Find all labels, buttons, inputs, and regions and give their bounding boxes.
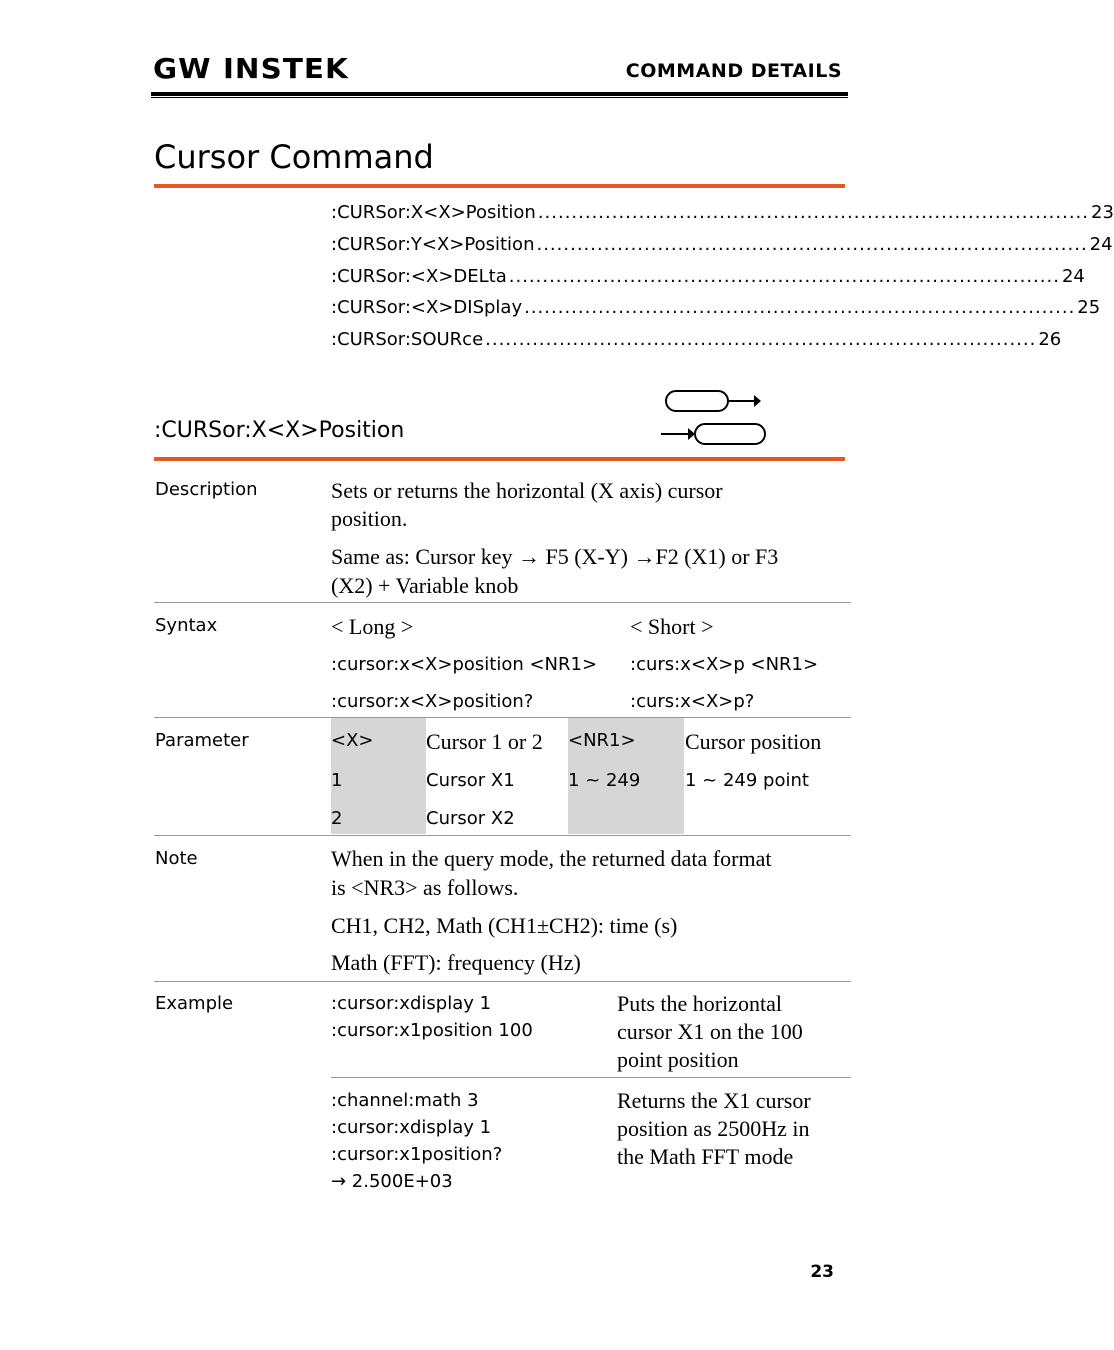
param-desc: 1 ~ 249 point [685,770,809,791]
note-line: When in the query mode, the returned data format [331,846,772,871]
note-line: Math (FFT): frequency (Hz) [331,950,581,975]
toc-title: :CURSor:<X>DELta [331,266,507,287]
toc-entry[interactable] [331,266,1085,292]
syntax-long-set: :cursor:x<X>position <NR1> [331,654,598,675]
parameter-label: Parameter [155,730,249,751]
note-label: Note [155,848,198,869]
toc-page: 24 [1061,266,1085,287]
row-divider [154,835,851,836]
command-rule [154,457,845,461]
page-title: Cursor Command [154,138,434,176]
param-key: <NR1> [568,730,636,751]
note-line: CH1, CH2, Math (CH1±CH2): time (s) [331,913,678,938]
toc-entry[interactable] [331,202,1114,228]
param-key: 2 [331,808,343,829]
param-key: <X> [331,730,374,751]
param-desc: Cursor X2 [426,808,515,829]
command-heading: :CURSor:X<X>Position [154,418,405,443]
example-desc-line: position as 2500Hz in [617,1116,810,1141]
toc-title: :CURSor:<X>DISplay [331,297,523,318]
example-desc-line: point position [617,1047,739,1072]
row-divider [154,717,851,718]
toc-entry[interactable] [331,297,1101,323]
param-desc: Cursor position [685,729,822,754]
header-rule [151,92,848,96]
toc-entry[interactable] [331,329,1062,355]
header-rule-thin [151,97,848,98]
example-desc-line: Puts the horizontal [617,991,782,1016]
example-code-line: :cursor:xdisplay 1 [331,1117,492,1138]
set-command-icon [662,388,762,416]
example-code-line: :cursor:xdisplay 1 [331,993,492,1014]
syntax-label: Syntax [155,615,218,636]
example-desc-line: cursor X1 on the 100 [617,1019,803,1044]
param-key: 1 ~ 249 [568,770,641,791]
syntax-short-header: < Short > [630,614,714,639]
toc-page: 23 [1091,202,1114,223]
syntax-short-query: :curs:x<X>p? [630,691,755,712]
example-code-line: :cursor:x1position? [331,1144,503,1165]
toc-page: 24 [1089,234,1113,255]
toc-title: :CURSor:SOURce [331,329,484,350]
toc-page: 26 [1038,329,1062,350]
example-code-line: :channel:math 3 [331,1090,479,1111]
toc-title: :CURSor:X<X>Position [331,202,536,223]
toc-leader: .................................................................................. [485,329,1037,350]
toc-leader: .................................................................................. [536,234,1088,255]
toc-leader: .................................................................................. [524,297,1076,318]
example-divider [331,1077,851,1078]
example-code-line: :cursor:x1position 100 [331,1020,533,1041]
param-desc: Cursor 1 or 2 [426,729,543,754]
toc-leader: .................................................................................. [537,202,1089,223]
query-command-icon [660,421,770,449]
toc-leader: .................................................................................. [508,266,1060,287]
param-desc: Cursor X1 [426,770,515,791]
param-key: 1 [331,770,343,791]
toc-title: :CURSor:Y<X>Position [331,234,535,255]
note-line: is <NR3> as follows. [331,875,519,900]
example-desc-line: Returns the X1 cursor [617,1088,811,1113]
description-line: (X2) + Variable knob [331,573,519,598]
page-number: 23 [810,1262,834,1282]
description-label: Description [155,479,258,500]
description-line: position. [331,506,408,531]
row-divider [154,981,851,982]
syntax-short-set: :curs:x<X>p <NR1> [630,654,819,675]
example-desc-line: the Math FFT mode [617,1144,794,1169]
gw-instek-logo: GW INSTEK [153,52,349,85]
syntax-long-query: :cursor:x<X>position? [331,691,534,712]
example-code-line: → 2.500E+03 [331,1171,453,1192]
syntax-long-header: < Long > [331,614,414,639]
toc-entry[interactable] [331,234,1113,260]
section-label: COMMAND DETAILS [625,60,842,82]
description-line: Same as: Cursor key → F5 (X-Y) →F2 (X1) or F3 [331,544,779,569]
toc-page: 25 [1077,297,1101,318]
title-rule [154,184,845,188]
description-line: Sets or returns the horizontal (X axis) cursor [331,478,723,503]
example-label: Example [155,993,234,1014]
row-divider [154,602,851,603]
